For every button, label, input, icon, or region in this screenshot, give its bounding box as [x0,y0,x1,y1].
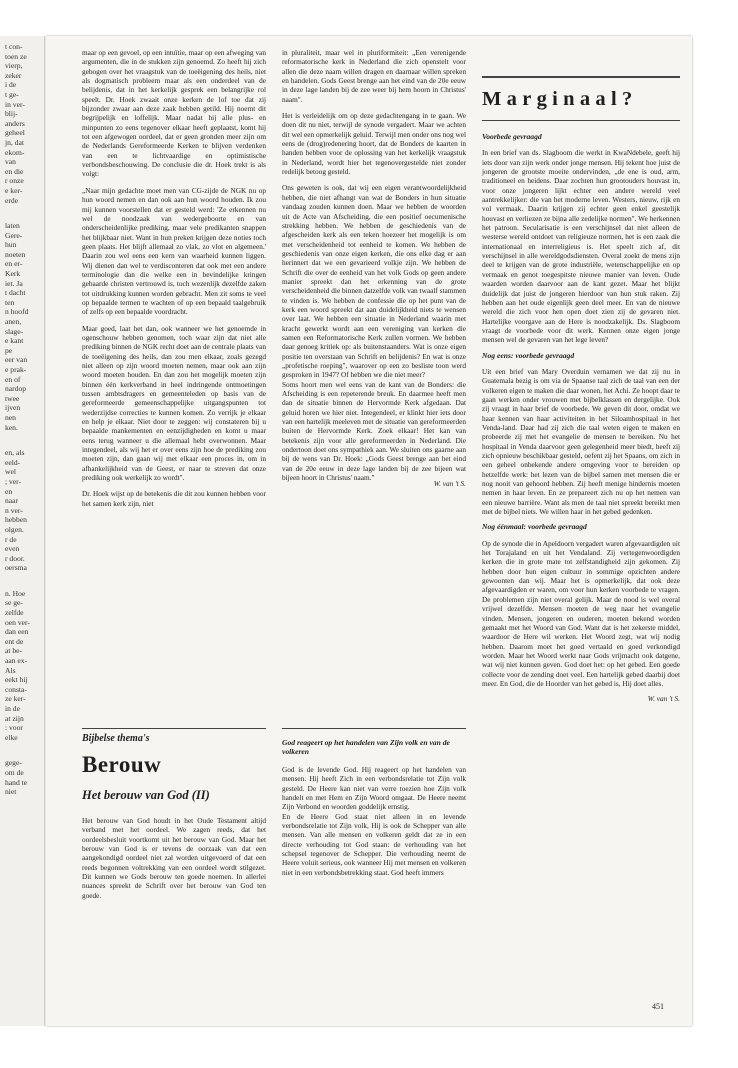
section-heading: God reageert op het handelen van Zijn volk en van de volkeren [282,738,450,757]
spine-line: r de [5,534,17,544]
paragraph: maar op een gevoel, op een intuïtie, maar op een afweging van argumenten, die in de stukken zijn genoemd. Zo heeft hij zich gebogen over het vraagstuk van de toeëigening des heils, niet als dogmatisch probleem maar als een onderdeel van de belijdenis, dat in het kerkelijk gesprek een belangrijke rol speelt. Dr. Hoek zwaait onze kerken de lof toe dat zij bijzonder zwaar aan deze zaak hebben getild. Hij noemt dit begrijpelijk en loffelijk. Maar nadat hij alle plus- en minpunten zo eens tegenover elkaar heeft geplaatst, komt hij tot een afgewogen oordeel, dat er geen gronden meer zijn om de Nederlands Gereformeerde Kerken te blijven verdenken van een te lichtvaardige en optimistische verbondsbeschouwing. De conclusie die dr. Hoek trekt is als volgt: [82,48,266,179]
signature: W. van 't S. [647,694,680,704]
spine-line: in ver- [5,99,25,109]
spine-line: in de [5,704,20,713]
spine-line: Kerk [5,269,21,279]
divider-rule [482,76,680,78]
adjacent-page-edge [0,36,45,1026]
column-left-continuation [82,48,266,515]
spine-line: dan een [5,627,29,637]
spine-line: en [5,486,13,496]
paragraph: Uit een brief van Mary Overduin vernamen we dat zij nu in Guatemala bezig is om via de Spaanse taal zich de taal van een der volkeren eigen te maken die daar wonen, het Achi. Ze hoopt daar te gaan werken onder vrouwen met bijbelklassen en dergelijke. Ook zij vraagt in haar brief de voorbede. We geven dit door, omdat we haar kennen van haar activiteiten in het Siloamhospitaal in het Venda-land. Daar had zij zich die taal weten eigen te maken en probeerde zij met het evangelie de mensen te bereiken. Nu het hospitaal in Venda daarvoor geen gelegenheid meer biedt, heeft zij zich opnieuw beschikbaar gesteld, oefent zij het Spaans, om zich in een geheel onbekende andere omgeving voor te bereiden op hetzelfde werk: het lezen van de bijbel samen met mensen die er nog nooit van gehoord hebben. Zij heeft menige hindernis moeten nemen in haar leven. En ze prepareert zich nu op het nemen van een nieuwe barrière. Want als men de taal niet spreekt bereikt men met de bijbel niets. We willen haar in het gebed gedenken. [482,366,680,517]
article-subheading: Het berouw van God (II) [82,788,210,802]
spine-line: ijven [5,403,21,413]
paragraph: „Naar mijn gedachte moet men van CG-zijde de NGK nu op hun woord nemen en dan ook aan hun woord houden. Ik zou mij kunnen voorstellen dat er gesteld werd: 'Ze erkennen nu wel de noodzaak van wedergeboorte en van onderscheidenlijke prediking, maar vele predikanten snappen het blijkbaar niet. Want in hun preken krijgen deze noties toch geen plaats. Het blijft allemaal zo vlak, zo vlot en algemeen.' Daarin zou wel eens een kern van waarheid kunnen liggen. Wij dienen dan wel te verdisconteren dat ook met een andere terminologie dan die welke een in bevindelijke kringen gebaarde christen vertrouwd is, toch wezenlijk dezelfde zaken tot uitdrukking kunnen worden gebracht. Men zit soms te veel op bepaalde termen te wachten of op een bepaald taalgebruik of zelfs op een bepaalde voordracht. [82,185,266,317]
paragraph: Ons geweten is ook, dat wij een eigen verantwoordelijkheid hebben, die niet afhangt van wat de Bonders in hun situatie vandaag zouden kunnen doen. Maar we hebben de woorden uit de Acte van Afscheiding, die een positief oecumenische strekking hebben. We hebben de geschiedenis van de afgescheiden kerk als een teken hoezeer het mogelijk is om met verscheidenheid tot eenheid te komen. We hebben de geschiedenis van onze eigen kerken, die ons elke dag er aan herinnert dat we een gevarieerd volkje zijn. We hebben de Schrift die over de eenheid van het volk Gods op geen andere manier spreekt dan het erkenning van de grote verscheidenheid die binnen datzelfde volk van twaalf stammen te vinden is. We hebben de confessie die op het punt van de kerk een woord spreekt dat aan duidelijkheid niets te wensen over laat. We hebben een situatie in Nederland waarin met kracht gewerkt wordt aan een vereniging van kerken die samen een Reformatorische Kerk zullen vormen. We hebben daar genoeg kritiek op: als buitenstaanders. Wat is onze eigen positie ten overstaan van Schrift en belijdenis? En wat is onze „profetische roeping", waarover op een zo besliste toon werd gesproken in 1947? Of hebben we die niet meer? [282,183,466,380]
spine-line: gege- [5,758,22,768]
spine-line: se ge- [5,598,23,608]
paragraph: God is de levende God. Hij reageert op het handelen van mensen. Hij heeft Zich in een verbondsrelatie tot Zijn volk gesteld. De Heere kan niet van verre toezien hoe Zijn volk handelt en met Hem en Zijn Woord omgaat. De Heere neemt Zijn Verbond en woorden goddelijk ernstig. [282,764,466,812]
spine-line: e ker- [5,185,23,195]
spine-line: n ver- [5,505,23,515]
series-title: Bijbelse thema's [82,733,150,744]
paragraph: Op de synode die in Apeldoorn vergadert waren afgevaardigden uit het Torajaland en uit het Vendaland. Zij vertegenwoordigden kerken die in grote mate tot zelfstandigheid zijn gekomen. Zij hebben door hun eigen cultuur in sommige opzichten andere gewoonten dan wij. Maar het is opmerkelijk, dat ook deze afgevaardigden er waren, om voor hun kerken voorbede te vragen. De problemen zijn niet overal gelijk. Maar de nood is wel overal vrijwel dezelfde. Mensen moeten de weg naar het evangelie vinden. Mensen, jongeren en ouderen, moeten bekend worden gemaakt met het Woord van God. Want dat is het zekerste middel, waardoor de Here wil werken. Het Woord zegt, wat wij nodig hebben. Daarom moet het goed vertaald en goed verkondigd worden. Maar het Woord werkt naar Gods vrijmacht ook datgene, wat wij niet kunnen geven. God doet het: op het gebed. Een goede collecte voor de zending doet veel. Een hartelijk gebed daarbij doet meer. En God, die de Hoorder van het gebed is, Hij doet alles. [482,538,680,688]
spine-line: hebben [5,515,27,525]
paragraph: Dr. Hoek wijst op de betekenis die dit zou kunnen hebben voor het samen kerk zijn, niet [82,489,267,508]
spine-line: en die [5,166,24,176]
divider-rule [482,120,680,121]
paragraph: Het is verleidelijk om op deze gedachtengang in te gaan. We doen dit nu niet, terwijl de synode vergadert. Maar we achten dit wel een opmerkelijk geluid. Terwijl men onder ons nog wel eens de (drog)redenering hoort, dat de Bonders de kaarten in handen hebben voor de oplossing van het kerkelijk vraagstuk in Nederland, wordt hier het tegenovergestelde niet zonder redelijk betoog gesteld. [282,111,466,177]
spine-line: e kant [5,336,24,346]
paragraph: Het berouw van God houdt in het Oude Testament altijd verband met het oordeel. We zagen reeds, dat het oordeelsbesluit voortkomt uit het berouw van God. Maar het berouw van God is er tevens de oorzaak van dat een aangekondigd oordeel niet zal worden uitgevoerd of dat een reeds begonnen voltrekking van een oordeel wordt stilgezet. Dit kunnen we Gods berouw ten goede noemen. In allerlei nuances spreekt de Schrift over het berouw van God ten goede. [82,816,266,900]
article-headline: Berouw [82,752,162,777]
spine-line: jn, dat [5,137,24,147]
section-heading: Nog eens: voorbede gevraagd [482,350,575,360]
spine-line: en of [5,374,21,384]
paragraph: In een brief van ds. Slagboom die werkt in KwaNdebele, geeft hij iets door van zijn werk onder jonge mensen. Hij tekent hoe juist de jongeren de grootste moeite ondervinden, „de ene is oud, arm, traditioneel en heidens. Daar zochten hun grootouders houvast in, voor onze jongeren lijkt echter een andere wereld veel aantrekkelijker: die van het moderne leven. Westers, nieuw, rijk en vol vermaak. Daarin krijgen zij echter geen enkel geestelijk houvast en verliezen ze bijna alle zedelijke normen". We herkennen het patroon. Secularisatie is een verschijnsel dat niet alleen de westerse wereld ontdoet van religieuze normen, het is een zaak die internationaal en interreligieus is. Het speelt zich af, dit verschijnsel in alle wereldgodsdiensten. Overal zoekt de mens zijn deel te krijgen van de grote industriële, wetenschappelijke en op vermaak en genot toegespitste nieuwe manier van leven. Oude waarden worden daarvoor aan de kant gezet. Maar het blijkt duidelijk dat juist de jongeren hierdoor van hun stuk raken. Zij hebben aan het oude eigenlijk geen deel meer. En van de nieuwe wereld die zich voor hen open doet zien zij de gevaren niet. Hartelijke voorgave aan de Here is noodzakelijk. Ds. Slagboom vraagt de voorbede voor dit werk. Kennen onze eigen jonge mensen wel de gevaren van het lege leven? [482,148,680,345]
spine-line: eeld- [5,457,21,467]
spine-line: nardop [5,384,27,394]
spine-line: anen, [5,317,22,327]
spine-line: vierp, [5,61,23,71]
page-number: 451 [652,1002,664,1011]
spine-line: hun [5,240,17,250]
paragraph: in pluraliteit, maar wel in pluriformiteit: „Een verenigende reformatorische kerk in Nederland die zich openstelt voor allen die deze naam willen dragen en daarnaar willen spreken en handelen. Gods Geest brenge aan het eind van de 20e eeuw in deze lage landen bij de zee weer bij hem hoorn in Christus' naam". [282,48,466,104]
spine-line: hand te [5,777,28,787]
spine-line: at zijn [5,713,24,723]
spine-line: twee [5,393,20,403]
spine-line: pe [5,345,13,355]
column-middle-continuation [282,48,466,489]
spine-line: t ge- [5,89,19,99]
spine-line: laten [5,221,20,231]
spine-line: e prak- [5,365,27,374]
spine-line: slage- [5,326,24,336]
spine-line: zeker [5,70,22,80]
spine-line: aan ex- [5,656,28,666]
spine-line: i de [5,80,17,90]
spine-line: ken. [5,422,18,432]
spine-line: ent de [5,636,24,646]
spine-line: n hoofd [5,307,29,317]
spine-line: elke [5,732,18,742]
spine-line: oersma [5,563,27,573]
spine-line: zelfde [5,608,24,618]
spine-line: Als [5,665,16,675]
spine-line: niet [5,787,17,797]
spine-line: olgen. [5,524,24,534]
spine-line: oen ver- [5,617,30,627]
spine-line: naar [5,496,19,506]
magazine-page [46,36,692,1026]
section-heading: Nog éénmaal: voorbede gevraagd [482,522,587,532]
spine-line: at be- [5,646,23,656]
spine-line: wel [5,467,16,477]
spine-line: erde [5,195,19,205]
divider-rule [82,728,266,729]
paragraph: Soms hoort men wel eens van de kant van de Bonders: die Afscheiding is een repeterende breuk. En daarmee heeft men dan de situatie binnen de Hervormde Kerk afgedaan. Dat geluid horen we hier niet. Integendeel, er klinkt hier iets door van een hartelijk meeleven met de situatie van gereformeerden buiten de Hervormde Kerk. Zoek elkaar! Het kan van betekenis zijn voor alle gereformeerden in Nederland. Die ondertoon doet ons sympathiek aan. We sluiten ons gaarne aan bij de wens van Dr. Hoek: „Gods Geest brenge aan het eind van de 20e eeuw in deze lage landen bij de zee bijeen wat bijeen hoort in Christus' naam." [282,379,466,483]
spine-line: om de [5,767,24,777]
spine-line: ; ver- [5,476,22,486]
paragraph: En de Heere God staat niet alleen in en levende verbondsrelatie tot Zijn volk, Hij is ook de Schepper van alle mensen. Van alle mensen en volkeren geldt dat ze in een directe verhouding tot God staan: de verhouding van het schepsel tegenover de Schepper. Die verhouding neemt de Heere voluit serieus, ook wanneer Hij met mensen en volkeren niet in een verbondsbetrekking staat. God heeft immers [282,811,466,877]
spine-line: en, als [5,448,25,458]
spine-line: even [5,544,20,554]
paragraph: Maar goed, laat het dan, ook wanneer we het genoemde in ogenschouw hebben genomen, toch waar zijn dat niet alle prediking binnen de NGK recht doet aan de centrale plaats van de toeëigening des heils, dan zou men elkaar, zoals gezegd niet alleen op zijn woord moeten nemen, maar ook aan zijn woord moeten houden. En dan zou het mogelijk moeten zijn binnen één kerkverband in heel indringende ontmoetingen tussen ambtsdragers en gemeenteleden op basis van de gereformeerde gemeenschappelijke uitgangspunten tot wederzijdse correcties te kunnen komen. Zo verrijk je elkaar en help je elkaar. Niet door te zeggen: wij constateren bij u bepaalde mankementen en eenzijdigheden en komt u maar eens terug wanneer u die allemaal hebt overwonnen. Maar integendeel, als wij het er over eens zijn hoe de prediking zou moeten zijn, dan gaan wij met elkaar een proces in, om in afhankelijkheid van de Geest, er naar te streven dat onze prediking ook werkelijk zo wordt". [82,323,266,483]
spine-line: consta- [5,684,27,694]
spine-line: van [5,157,16,167]
spine-line: Gere- [5,230,23,240]
spine-line: : voor [5,723,23,733]
spine-line: noeten [5,249,26,259]
spine-line: eekt hij [5,675,28,685]
spine-line: t dacht [5,288,26,298]
adjacent-page-text [0,36,44,797]
spine-line: en er- [5,259,23,269]
spine-line: anders [5,118,25,128]
divider-rule [282,728,466,729]
section-heading: Voorbede gevraagd [482,132,542,141]
spine-line: r onze [5,176,24,186]
spine-line: n. Hoe [5,588,26,598]
spine-line: ten [5,297,15,307]
spine-line: eer van [5,355,28,365]
spine-line: ekom- [5,147,25,157]
spine-line: geheel [5,128,25,138]
spine-line: iet. Ja [5,278,23,288]
spine-line: nen [5,412,16,422]
spine-line: blij- [5,109,18,119]
column-title: Marginaal? [482,88,638,110]
article-continuation [282,738,466,877]
spine-line: toen ze [5,51,27,61]
column-right-marginaal [482,132,680,704]
spine-line: ze ker- [5,694,26,704]
signature: W. van 't S. [433,479,466,489]
spine-line: r door. [5,553,25,563]
spine-line: t con- [5,42,23,51]
article-body [82,816,266,900]
